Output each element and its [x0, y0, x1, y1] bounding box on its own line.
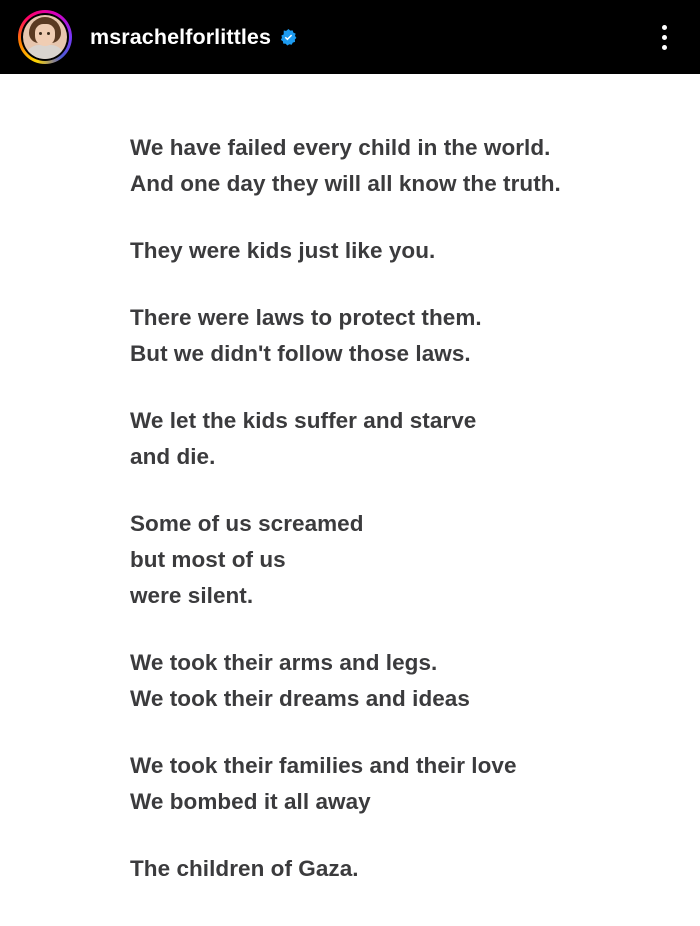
username-container[interactable]: [90, 25, 650, 50]
text-line: And one day they will all know the truth.: [130, 171, 561, 196]
more-options-icon[interactable]: [650, 20, 678, 54]
username-label[interactable]: msrachelforlittles: [90, 24, 272, 49]
text-line: But we didn't follow those laws.: [130, 341, 471, 366]
verified-badge-icon: [279, 28, 298, 47]
stanza: [130, 748, 660, 820]
kebab-dot-3: [662, 45, 667, 50]
stanza: [130, 130, 660, 202]
text-line: We have failed every child in the world.: [130, 135, 551, 160]
stanza: [130, 506, 660, 614]
text-line: were silent.: [130, 583, 254, 608]
avatar-eye-right: [47, 32, 50, 35]
post-text-body: [0, 74, 700, 887]
kebab-dot-1: [662, 25, 667, 30]
avatar[interactable]: [18, 10, 72, 64]
stanza: [130, 233, 660, 269]
text-line: but most of us: [130, 547, 286, 572]
stanza: [130, 300, 660, 372]
avatar-eye-left: [39, 32, 42, 35]
stanza: [130, 851, 660, 887]
avatar-inner: [21, 13, 69, 61]
stanza: [130, 645, 660, 717]
stanza: [130, 403, 660, 475]
avatar-shoulders: [25, 45, 65, 59]
text-line: We took their families and their love: [130, 753, 517, 778]
text-line: and die.: [130, 444, 216, 469]
post-header: [0, 0, 700, 74]
kebab-dot-2: [662, 35, 667, 40]
text-line: The children of Gaza.: [130, 856, 359, 881]
text-line: We took their dreams and ideas: [130, 686, 470, 711]
text-line: We took their arms and legs.: [130, 650, 438, 675]
text-line: Some of us screamed: [130, 511, 364, 536]
avatar-image: [23, 15, 67, 59]
text-line: They were kids just like you.: [130, 238, 436, 263]
avatar-face: [35, 24, 55, 46]
text-line: We let the kids suffer and starve: [130, 408, 477, 433]
text-line: We bombed it all away: [130, 789, 371, 814]
text-line: There were laws to protect them.: [130, 305, 482, 330]
